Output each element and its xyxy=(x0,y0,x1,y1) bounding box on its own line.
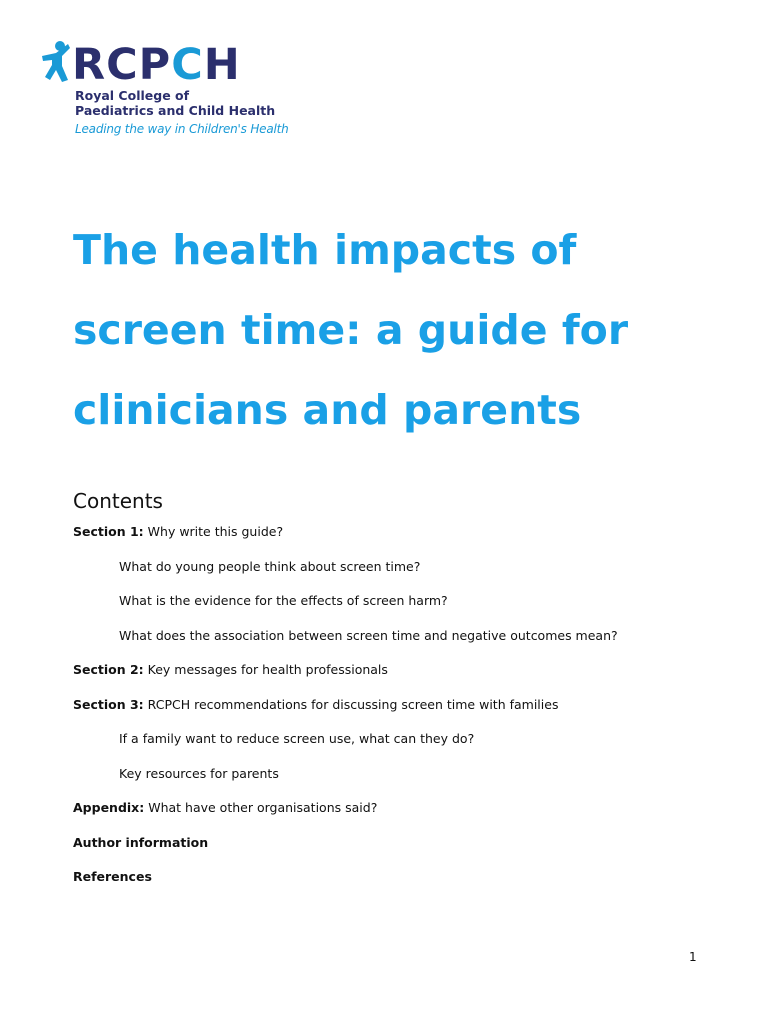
document-title: The health impacts of screen time: a guide for clinicians and parents xyxy=(73,226,629,434)
contents-heading: Contents xyxy=(73,489,163,513)
toc-item-key-resources[interactable]: Key resources for parents xyxy=(119,765,279,781)
toc-item-section-1[interactable]: Section 1: Why write this guide? xyxy=(73,524,284,539)
table-of-contents xyxy=(73,522,733,902)
logo-name-line1: Royal College of xyxy=(75,88,190,103)
child-figure-icon xyxy=(40,40,74,84)
toc-item-young-people[interactable]: What do young people think about screen time? xyxy=(119,558,421,574)
toc-item-section-2[interactable]: Section 2: Key messages for health professionals xyxy=(73,662,388,677)
toc-item-section-3[interactable]: Section 3: RCPCH recommendations for discussing screen time with families xyxy=(73,696,559,712)
logo-name-line2: Paediatrics and Child Health xyxy=(75,103,276,118)
toc-item-reduce-screen-use[interactable]: If a family want to reduce screen use, what can they do? xyxy=(119,731,475,746)
toc-item-author-information[interactable]: Author information xyxy=(73,834,209,850)
toc-item-appendix[interactable]: Appendix: What have other organisations said? xyxy=(73,800,378,815)
toc-item-association[interactable]: What does the association between screen time and negative outcomes mean? xyxy=(119,627,618,643)
logo-wordmark: RCPCH xyxy=(72,40,241,90)
rcpch-logo xyxy=(40,40,289,140)
logo-tagline: Leading the way in Children's Health xyxy=(75,122,289,136)
toc-item-references[interactable]: References xyxy=(73,869,152,884)
toc-item-evidence[interactable]: What is the evidence for the effects of screen harm? xyxy=(119,593,448,608)
page-number: 1 xyxy=(689,950,697,964)
